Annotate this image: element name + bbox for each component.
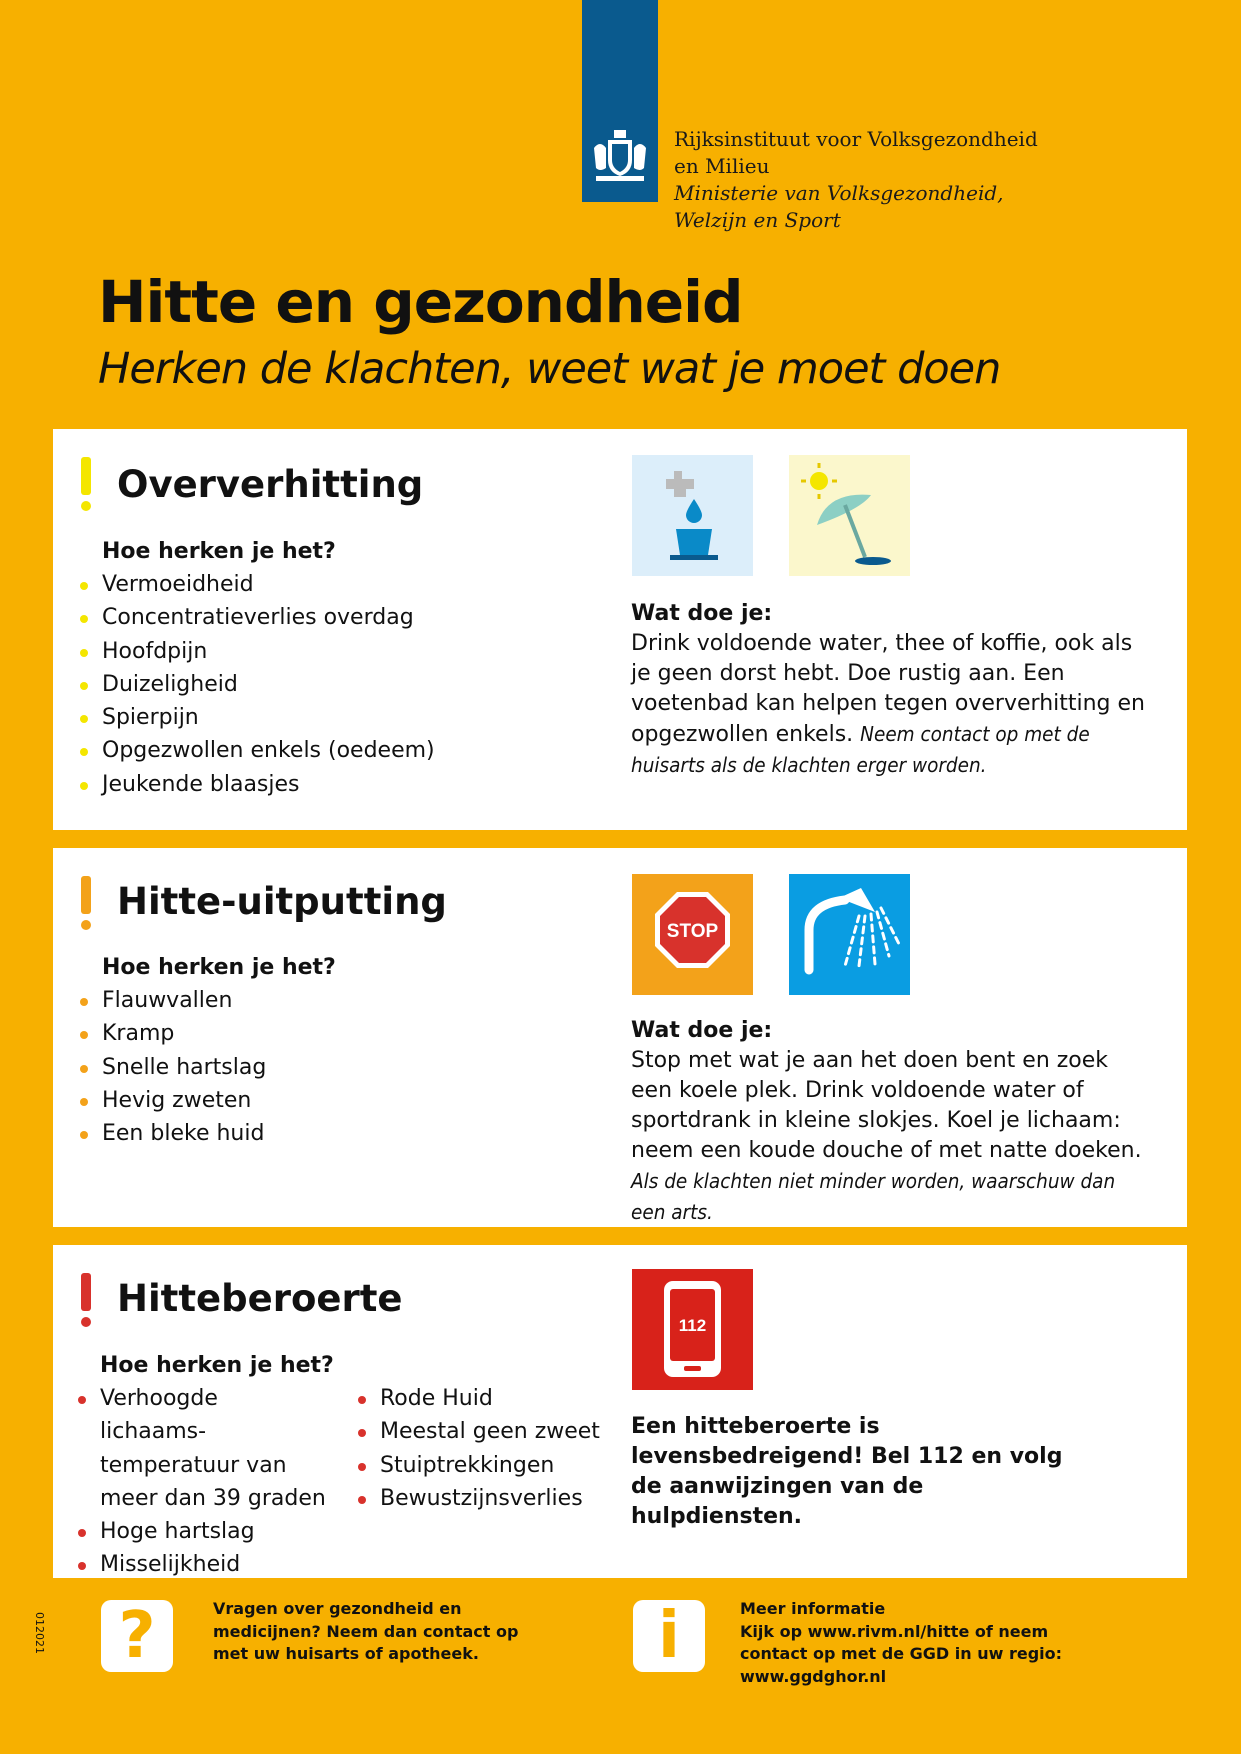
- card-hitte-uitputting: [53, 848, 1187, 1227]
- footer-left-text: Vragen over gezondheid en medicijnen? Neem dan contact op met uw huisarts of apotheek.: [213, 1599, 519, 1663]
- list-item: Stuiptrekkingen: [358, 1449, 600, 1482]
- advice-body: Drink voldoende water, thee of koffie, ook als je geen dorst hebt. Doe rustig aan. Een voetenbad kan helpen tegen oververhitting en opgezwollen enkels.: [631, 631, 1145, 747]
- list-item: Duizeligheid: [80, 668, 435, 701]
- org-line1: Rijksinstituut voor Volksgezondheid: [674, 127, 1038, 151]
- emergency-text: Een hitteberoerte is levensbedreigend! Bel 112 en volg de aanwijzingen van de hulpdiensten.: [631, 1414, 1063, 1529]
- list-item: Kramp: [80, 1017, 266, 1050]
- coat-of-arms-icon: [590, 128, 650, 184]
- symptom-list-2: [358, 1382, 600, 1515]
- advice-text: [631, 1016, 1151, 1228]
- organization-name: [674, 126, 1038, 234]
- exclamation-icon: [81, 876, 91, 930]
- org-line2: en Milieu: [674, 154, 770, 178]
- list-item: Rode Huid: [358, 1382, 600, 1415]
- footer-right-title: Meer informatie: [740, 1599, 886, 1618]
- shower-icon: [789, 874, 910, 995]
- info-symbol: i: [658, 1599, 680, 1673]
- water-glass-icon: [632, 455, 753, 576]
- question-label: Hoe herken je het?: [100, 1353, 334, 1378]
- exclamation-icon: [81, 457, 91, 511]
- question-mark-symbol: ?: [118, 1599, 156, 1673]
- advice-note: Als de klachten niet minder worden, waarschuw dan een arts.: [631, 1169, 1116, 1224]
- list-item: Hoge hartslag: [78, 1515, 328, 1548]
- question-label: Hoe herken je het?: [102, 955, 336, 980]
- symptom-list-1: [78, 1382, 328, 1582]
- section-heading: Oververhitting: [117, 463, 424, 506]
- list-item: Flauwvallen: [80, 984, 266, 1017]
- phone-number-label: 112: [678, 1316, 707, 1335]
- info-icon: [633, 1600, 705, 1672]
- page-subtitle: Herken de klachten, weet wat je moet doen: [98, 344, 1001, 394]
- question-mark-icon: [101, 1600, 173, 1672]
- document-code: 012021: [33, 1612, 46, 1654]
- list-item: Spierpijn: [80, 701, 435, 734]
- list-item: Meestal geen zweet: [358, 1415, 600, 1448]
- phone-112-icon: [632, 1269, 753, 1390]
- section-heading: Hitte-uitputting: [117, 880, 447, 923]
- list-item: Vermoeidheid: [80, 568, 435, 601]
- list-item: Hevig zweten: [80, 1084, 266, 1117]
- stop-sign-icon: [632, 874, 753, 995]
- advice-body: Stop met wat je aan het doen bent en zoek een koele plek. Drink voldoende water of sportdrank in kleine slokjes. Koel je lichaam: neem een koude douche of met natte doeken.: [631, 1048, 1142, 1163]
- parasol-icon: [789, 455, 910, 576]
- page-title: Hitte en gezondheid: [98, 268, 743, 336]
- logo-bar: [582, 0, 658, 202]
- footer-right-body: Kijk op www.rivm.nl/hitte of neem contact op met de GGD in uw regio: www.ggdghor.nl: [740, 1621, 1063, 1686]
- footer-right-text: [740, 1598, 1120, 1688]
- list-item: Snelle hartslag: [80, 1051, 266, 1084]
- list-item: Bewustzijnsverlies: [358, 1482, 600, 1515]
- list-item: Opgezwollen enkels (oedeem): [80, 734, 435, 767]
- list-item: Concentratieverlies overdag: [80, 601, 435, 634]
- list-item: Jeukende blaasjes: [80, 768, 435, 801]
- question-label: Hoe herken je het?: [102, 539, 336, 564]
- exclamation-icon: [81, 1273, 91, 1327]
- advice-label: Wat doe je:: [631, 601, 773, 626]
- symptom-list: [80, 568, 435, 801]
- list-item: Verhoogde lichaams-temperatuur van meer dan 39 graden: [78, 1382, 328, 1515]
- advice-text: [631, 599, 1151, 781]
- ministry-line2: Welzijn en Sport: [674, 208, 841, 232]
- advice-note: Neem contact op met de huisarts als de klachten erger worden.: [631, 722, 1090, 777]
- list-item: Een bleke huid: [80, 1117, 266, 1150]
- stop-label: STOP: [666, 921, 719, 942]
- list-item: Hoofdpijn: [80, 635, 435, 668]
- symptom-list: [80, 984, 266, 1150]
- advice-label: Wat doe je:: [631, 1018, 773, 1043]
- ministry-line1: Ministerie van Volksgezondheid,: [674, 181, 1004, 205]
- section-heading: Hitteberoerte: [117, 1277, 403, 1320]
- card-oververhitting: [53, 429, 1187, 830]
- card-hitteberoerte: [53, 1245, 1187, 1578]
- list-item: Misselijkheid: [78, 1548, 328, 1581]
